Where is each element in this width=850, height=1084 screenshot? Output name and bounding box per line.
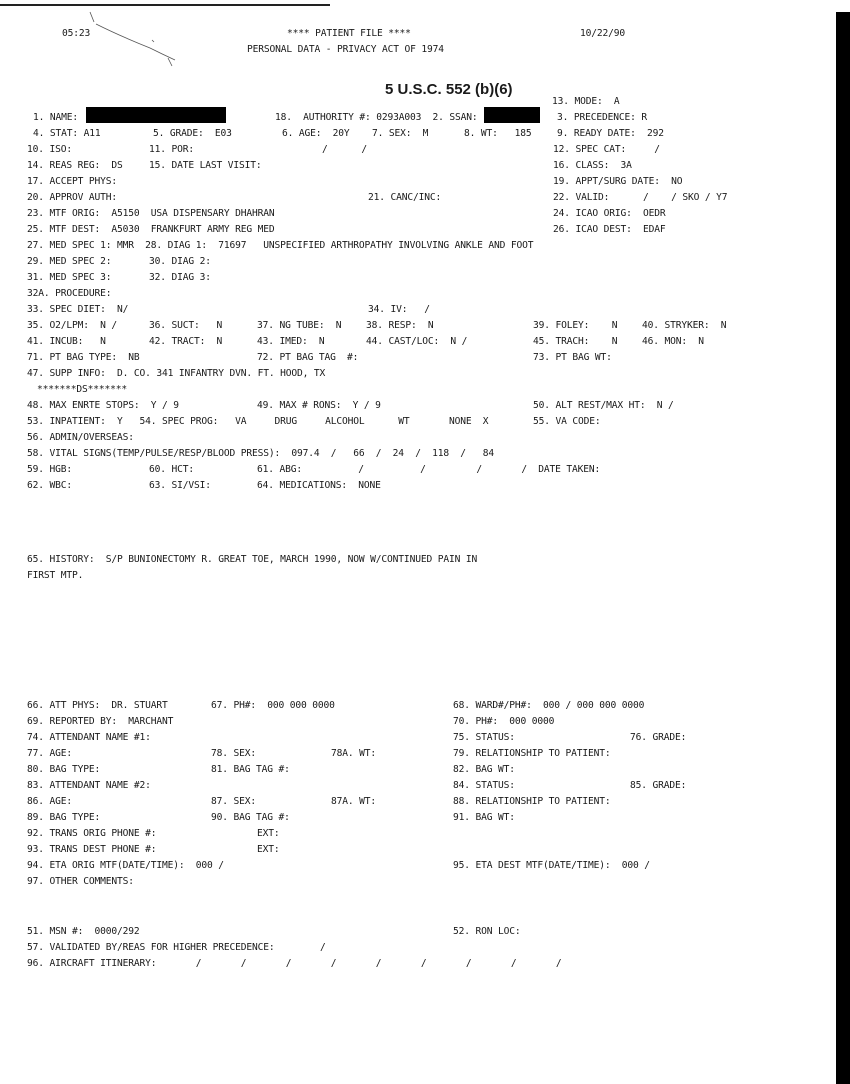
field-19-appt-surg-date: 19. APPT/SURG DATE: NO [553,176,683,187]
field-27-med-spec-1: 27. MED SPEC 1: MMR 28. DIAG 1: 71697 UNSPECIFIED ARTHROPATHY INVOLVING ANKLE AND FOOT [27,240,534,251]
field-57-slash: / [320,942,326,953]
field-50-alt-rest: 50. ALT REST/MAX HT: N / [533,400,674,411]
field-96-aircraft-itinerary: 96. AIRCRAFT ITINERARY: / / / / / / / / / [27,958,562,969]
field-46-mon: 46. MON: N [642,336,704,347]
field-20-approv-auth: 20. APPROV AUTH: [27,192,118,203]
field-91-bag-wt: 91. BAG WT: [453,812,515,823]
field-75-status: 75. STATUS: [453,732,515,743]
field-53-inpatient: 53. INPATIENT: Y 54. SPEC PROG: VA DRUG ALCOHOL WT NONE X [27,416,489,427]
field-10-iso: 10. ISO: [27,144,73,155]
supp-info-ds-marker: *******DS******* [37,384,128,395]
top-rule-dashes [300,4,330,6]
field-51-msn: 51. MSN #: 0000/292 [27,926,140,937]
field-74-attendant-name-1: 74. ATTENDANT NAME #1: [27,732,151,743]
field-65-history: 65. HISTORY: S/P BUNIONECTOMY R. GREAT TOE, MARCH 1990, NOW W/CONTINUED PAIN IN [27,554,478,565]
field-57-validated-by: 57. VALIDATED BY/REAS FOR HIGHER PRECEDENCE: [27,942,275,953]
foia-exemption-stamp: 5 U.S.C. 552 (b)(6) [385,81,513,98]
field-11-por: 11. POR: [149,144,195,155]
field-31-med-spec-3: 31. MED SPEC 3: [27,272,112,283]
field-41-incub: 41. INCUB: N [27,336,106,347]
field-6-age: 6. AGE: 20Y [282,128,350,139]
field-80-bag-type: 80. BAG TYPE: [27,764,101,775]
field-5-grade: 5. GRADE: E03 [153,128,232,139]
field-73-pt-bag-wt: 73. PT BAG WT: [533,352,612,363]
field-72-pt-bag-tag: 72. PT BAG TAG #: [257,352,359,363]
por-slashes: / / [322,144,368,155]
field-82-bag-wt: 82. BAG WT: [453,764,515,775]
field-93-trans-dest-phone: 93. TRANS DEST PHONE #: [27,844,157,855]
field-22-valid: 22. VALID: / / SKO / Y7 [553,192,728,203]
right-edge-bar [836,12,850,1084]
field-43-imed: 43. IMED: N [257,336,325,347]
field-89-bag-type: 89. BAG TYPE: [27,812,101,823]
field-52-ron-loc: 52. RON LOC: [453,926,521,937]
field-87a-wt: 87A. WT: [331,796,377,807]
field-23-mtf-orig: 23. MTF ORIG: A5150 USA DISPENSARY DHAHRAN [27,208,275,219]
field-25-mtf-dest: 25. MTF DEST: A5030 FRANKFURT ARMY REG MED [27,224,275,235]
field-81-bag-tag: 81. BAG TAG #: [211,764,290,775]
field-48-max-enrte-stops: 48. MAX ENRTE STOPS: Y / 9 [27,400,179,411]
field-29-med-spec-2: 29. MED SPEC 2: [27,256,112,267]
document-title: **** PATIENT FILE **** [287,28,411,39]
field-94-eta-orig-mtf: 94. ETA ORIG MTF(DATE/TIME): 000 / [27,860,224,871]
field-40-stryker: 40. STRYKER: N [642,320,727,331]
field-78a-wt: 78A. WT: [331,748,377,759]
field-32a-procedure: 32A. PROCEDURE: [27,288,112,299]
field-47-supp-info: 47. SUPP INFO: D. CO. 341 INFANTRY DVN. FT. HOOD, TX [27,368,326,379]
field-55-va-code: 55. VA CODE: [533,416,601,427]
field-14-reas-reg: 14. REAS REG: DS [27,160,123,171]
print-time: 05:23 [62,28,91,39]
field-67-ph: 67. PH#: 000 000 0000 [211,700,335,711]
field-1-name: 1. NAME: [33,112,79,123]
field-85-grade: 85. GRADE: [630,780,687,791]
field-7-sex: 7. SEX: M [372,128,429,139]
field-8-wt: 8. WT: 185 [464,128,532,139]
field-30-diag-2: 30. DIAG 2: [149,256,211,267]
field-87-sex: 87. SEX: [211,796,257,807]
field-61-abg: 61. ABG: / / / / DATE TAKEN: [257,464,601,475]
document-subtitle: PERSONAL DATA - PRIVACY ACT OF 1974 [247,44,444,55]
field-90-bag-tag: 90. BAG TAG #: [211,812,290,823]
field-97-other-comments: 97. OTHER COMMENTS: [27,876,134,887]
pen-scribble-mark [80,10,190,70]
field-84-status: 84. STATUS: [453,780,515,791]
field-60-hct: 60. HCT: [149,464,195,475]
field-79-relationship: 79. RELATIONSHIP TO PATIENT: [453,748,611,759]
field-95-eta-dest-mtf: 95. ETA DEST MTF(DATE/TIME): 000 / [453,860,650,871]
field-59-hgb: 59. HGB: [27,464,73,475]
field-32-diag-3: 32. DIAG 3: [149,272,211,283]
field-63-si-vsi: 63. SI/VSI: [149,480,211,491]
field-86-age: 86. AGE: [27,796,73,807]
field-34-iv: 34. IV: / [368,304,430,315]
field-92-ext: EXT: [257,828,280,839]
field-4-stat: 4. STAT: A11 [33,128,101,139]
field-15-date-last-visit: 15. DATE LAST VISIT: [149,160,262,171]
field-36-suct: 36. SUCT: N [149,320,223,331]
field-58-vital-signs: 58. VITAL SIGNS(TEMP/PULSE/RESP/BLOOD PRESS): 097.4 / 66 / 24 / 118 / 84 [27,448,494,459]
field-35-o2-lpm: 35. O2/LPM: N / [27,320,118,331]
field-92-trans-orig-phone: 92. TRANS ORIG PHONE #: [27,828,157,839]
field-17-accept-phys: 17. ACCEPT PHYS: [27,176,118,187]
top-rule [0,4,300,6]
field-83-attendant-name-2: 83. ATTENDANT NAME #2: [27,780,151,791]
field-76-grade: 76. GRADE: [630,732,687,743]
field-56-admin-overseas: 56. ADMIN/OVERSEAS: [27,432,134,443]
field-64-medications: 64. MEDICATIONS: NONE [257,480,381,491]
field-68-ward-ph: 68. WARD#/PH#: 000 / 000 000 0000 [453,700,645,711]
history-continued: FIRST MTP. [27,570,84,581]
field-78-sex: 78. SEX: [211,748,257,759]
field-66-att-phys: 66. ATT PHYS: DR. STUART [27,700,168,711]
field-62-wbc: 62. WBC: [27,480,73,491]
field-26-icao-dest: 26. ICAO DEST: EDAF [553,224,666,235]
field-24-icao-orig: 24. ICAO ORIG: OEDR [553,208,666,219]
field-93-ext: EXT: [257,844,280,855]
field-42-tract: 42. TRACT: N [149,336,223,347]
field-69-reported-by: 69. REPORTED BY: MARCHANT [27,716,174,727]
field-44-cast-loc: 44. CAST/LOC: N / [366,336,468,347]
field-3-precedence: 3. PRECEDENCE: R [557,112,648,123]
print-date: 10/22/90 [580,28,626,39]
redacted-ssan [484,107,540,123]
field-16-class: 16. CLASS: 3A [553,160,632,171]
redacted-name [86,107,226,123]
field-37-ng-tube: 37. NG TUBE: N [257,320,342,331]
field-39-foley: 39. FOLEY: N [533,320,618,331]
field-21-canc-inc: 21. CANC/INC: [368,192,442,203]
field-12-spec-cat: 12. SPEC CAT: / [553,144,660,155]
field-71-pt-bag-type: 71. PT BAG TYPE: NB [27,352,140,363]
field-33-spec-diet: 33. SPEC DIET: N/ [27,304,129,315]
field-88-relationship: 88. RELATIONSHIP TO PATIENT: [453,796,611,807]
field-45-trach: 45. TRACH: N [533,336,618,347]
field-70-ph: 70. PH#: 000 0000 [453,716,555,727]
field-13-mode: 13. MODE: A [552,96,620,107]
field-49-max-rons: 49. MAX # RONS: Y / 9 [257,400,381,411]
field-77-age: 77. AGE: [27,748,73,759]
field-9-ready-date: 9. READY DATE: 292 [557,128,664,139]
field-38-resp: 38. RESP: N [366,320,434,331]
field-18-authority: 18. AUTHORITY #: 0293A003 2. SSAN: [275,112,478,123]
